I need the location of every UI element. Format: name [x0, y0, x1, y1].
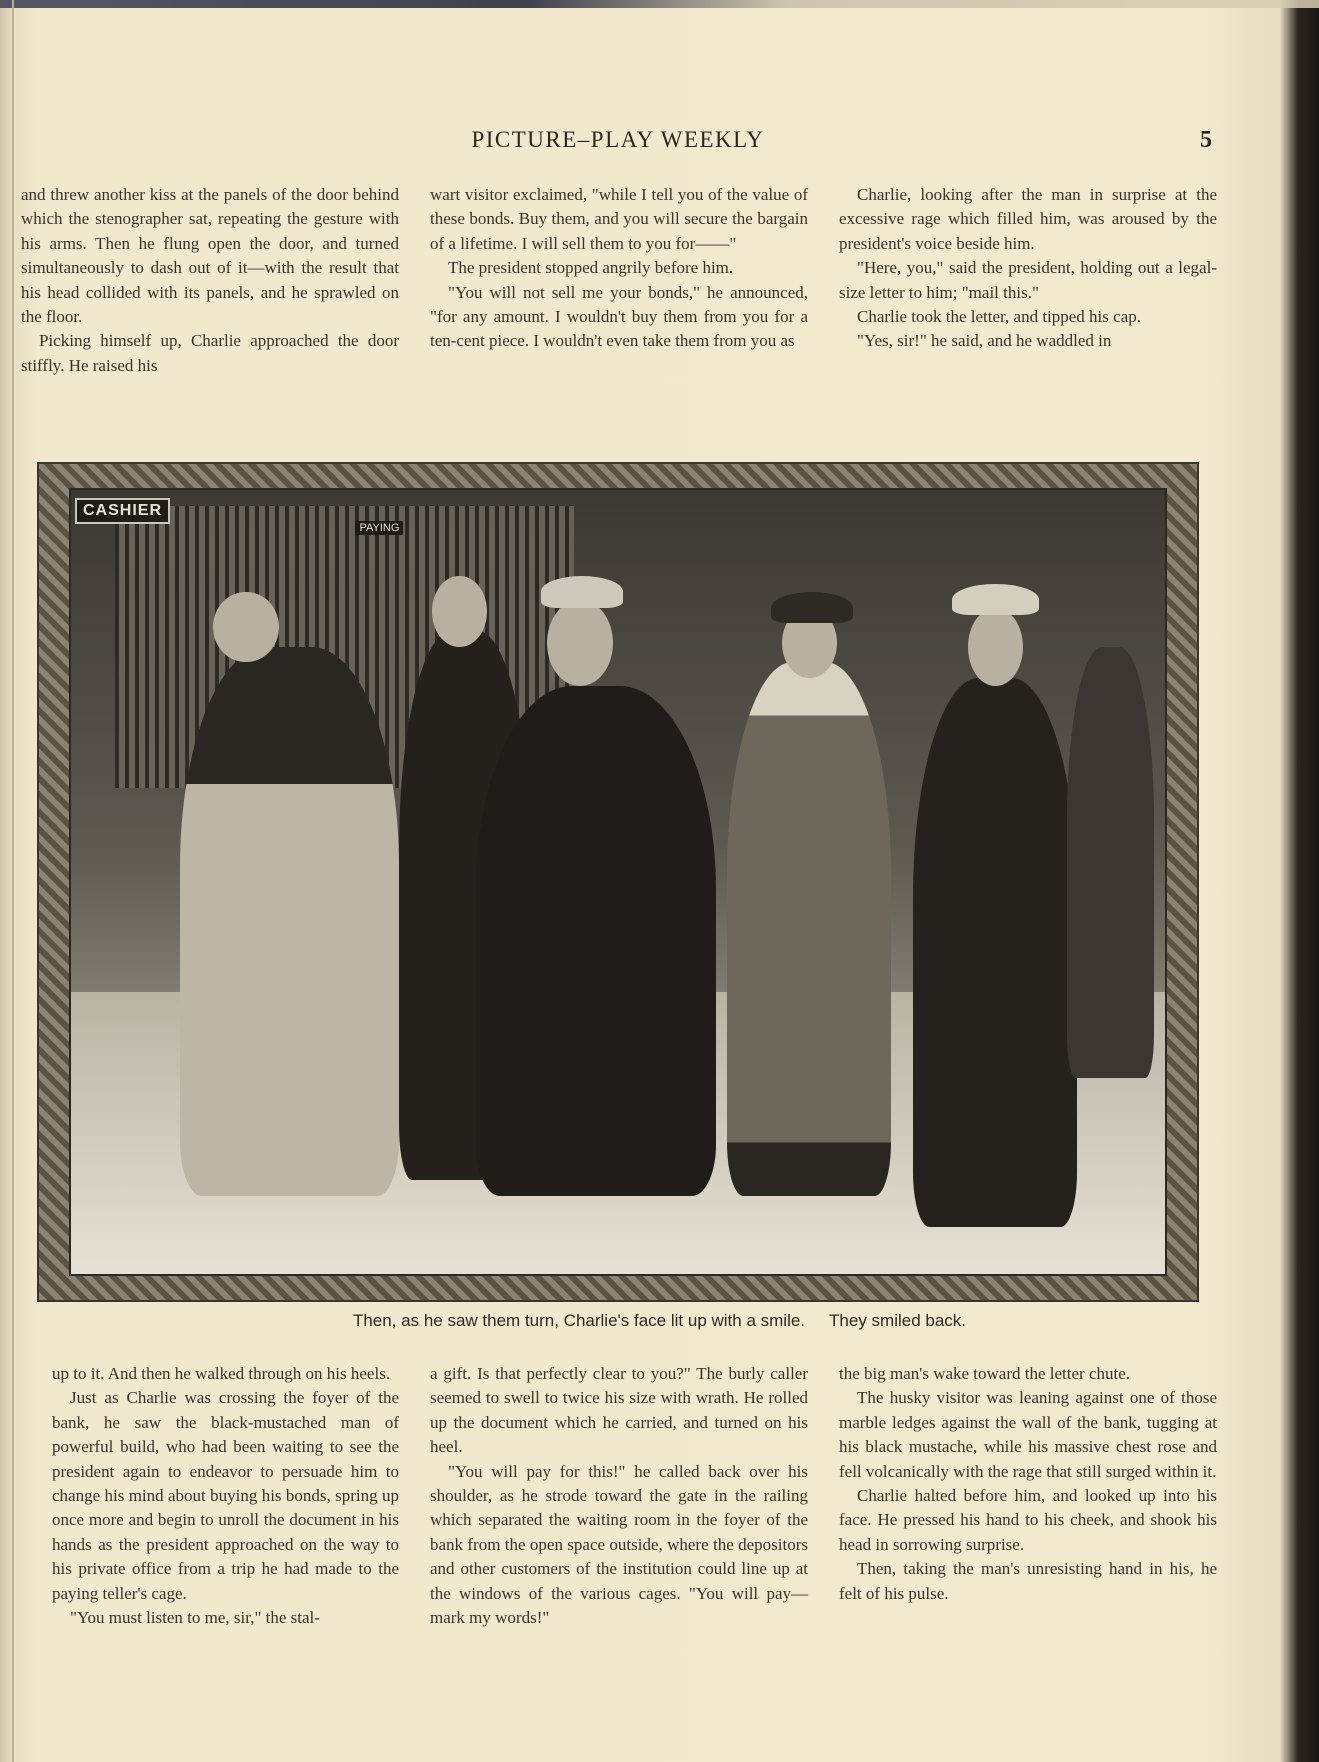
- column-bottom-right: [839, 1362, 1217, 1606]
- charlie-head: [547, 600, 613, 686]
- woman-hat: [952, 584, 1040, 615]
- paragraph: "You will not sell me your bonds," he announced, "for any amount. I wouldn't buy them from you for a ten-cent piece. I wouldn't even take them from you as: [430, 282, 808, 351]
- paragraph: Charlie halted before him, and looked up into his face. He pressed his hand to his cheek, and shook his head in sorrowing surprise.: [839, 1486, 1217, 1554]
- caption-text: Then, as he saw them turn, Charlie's face lit up with a smile.: [352, 1311, 806, 1330]
- column-bottom-middle: [430, 1362, 808, 1630]
- woman-head: [968, 608, 1023, 686]
- paying-sign: PAYING: [355, 521, 403, 535]
- woman-head: [213, 592, 279, 663]
- film-still-figure: [37, 462, 1199, 1302]
- paragraph: "Here, you," said the president, holding out a legal-size letter to him; "mail this.": [839, 258, 1217, 302]
- charlie-figure: [476, 686, 717, 1196]
- figure-caption: [0, 1311, 1319, 1331]
- paragraph: "Yes, sir!" he said, and he waddled in: [857, 331, 1112, 351]
- paragraph: Picking himself up, Charlie approached the door stiffly. He raised his: [21, 331, 399, 375]
- paragraph: and threw another kiss at the panels of the door behind which the stenographer sat, repeating the gesture with his arms. Then he flung open the door, and turned simultaneously to dash out of it—with the result that his head collided with its panels, and he sprawled on the floor.: [21, 185, 399, 327]
- film-still-photo: [69, 488, 1167, 1276]
- column-top-left: [21, 183, 399, 378]
- woman-at-window: [180, 647, 399, 1196]
- paragraph: Charlie, looking after the man in surprise at the excessive rage which filled him, was aroused by the president's voice beside him.: [839, 185, 1217, 253]
- paragraph: Then, taking the man's unresisting hand in his, he felt of his pulse.: [839, 1559, 1217, 1603]
- page-number: 5: [1200, 127, 1212, 153]
- running-title: PICTURE–PLAY WEEKLY: [471, 127, 765, 152]
- paragraph: The husky visitor was leaning against one of those marble ledges against the wall of the bank, tugging at his black mustache, while his massive chest rose and fell volcanically with the rage that still surged within it.: [839, 1388, 1217, 1481]
- paragraph: up to it. And then he walked through on his heels.: [52, 1364, 391, 1383]
- cashier-sign: CASHIER: [75, 498, 170, 524]
- paragraph: The president stopped angrily before him.: [448, 258, 734, 278]
- caption-text: They smiled back.: [829, 1311, 967, 1330]
- page-header: [0, 127, 1319, 157]
- column-top-right: [839, 183, 1217, 354]
- woman-in-dark-dress: [913, 678, 1077, 1227]
- charlie-cap: [541, 576, 623, 607]
- paragraph: "You must listen to me, sir," the stal-: [70, 1608, 320, 1628]
- woman-in-grey-dress: [727, 662, 891, 1195]
- paragraph: a gift. Is that perfectly clear to you?" The burly caller seemed to swell to twice his size with wrath. He rolled up the document which he carried, and turned on his heel.: [430, 1364, 808, 1457]
- man-head: [432, 576, 487, 647]
- paragraph: the big man's wake toward the letter chute.: [839, 1364, 1131, 1383]
- binding-gutter: [12, 0, 14, 1762]
- paragraph: wart visitor exclaimed, "while I tell you of the value of these bonds. Buy them, and you will secure the bargain of a lifetime. I will sell them to you for——": [430, 185, 808, 253]
- column-bottom-left: [52, 1362, 399, 1630]
- top-edge-strip: [0, 0, 1319, 8]
- bystander: [1067, 647, 1155, 1078]
- column-top-middle: [430, 183, 808, 354]
- paragraph: Charlie took the letter, and tipped his cap.: [857, 307, 1141, 327]
- woman-hat: [771, 592, 853, 623]
- paragraph: "You will pay for this!" he called back over his shoulder, as he strode toward the gate in the railing which separated the waiting room in the foyer of the bank from the open space outside, where the depositors and other customers of the institution could line up at the windows of the various cages. "You will pay—mark my words!": [430, 1461, 808, 1628]
- paragraph: Just as Charlie was crossing the foyer of the bank, he saw the black-mustached man of powerful build, who had been waiting to see the president again to endeavor to persuade him to change his mind about buying his bonds, spring up once more and begin to unroll the document in his hands as the president approached on the way to his private office from a trip he had made to the paying teller's cage.: [52, 1388, 399, 1603]
